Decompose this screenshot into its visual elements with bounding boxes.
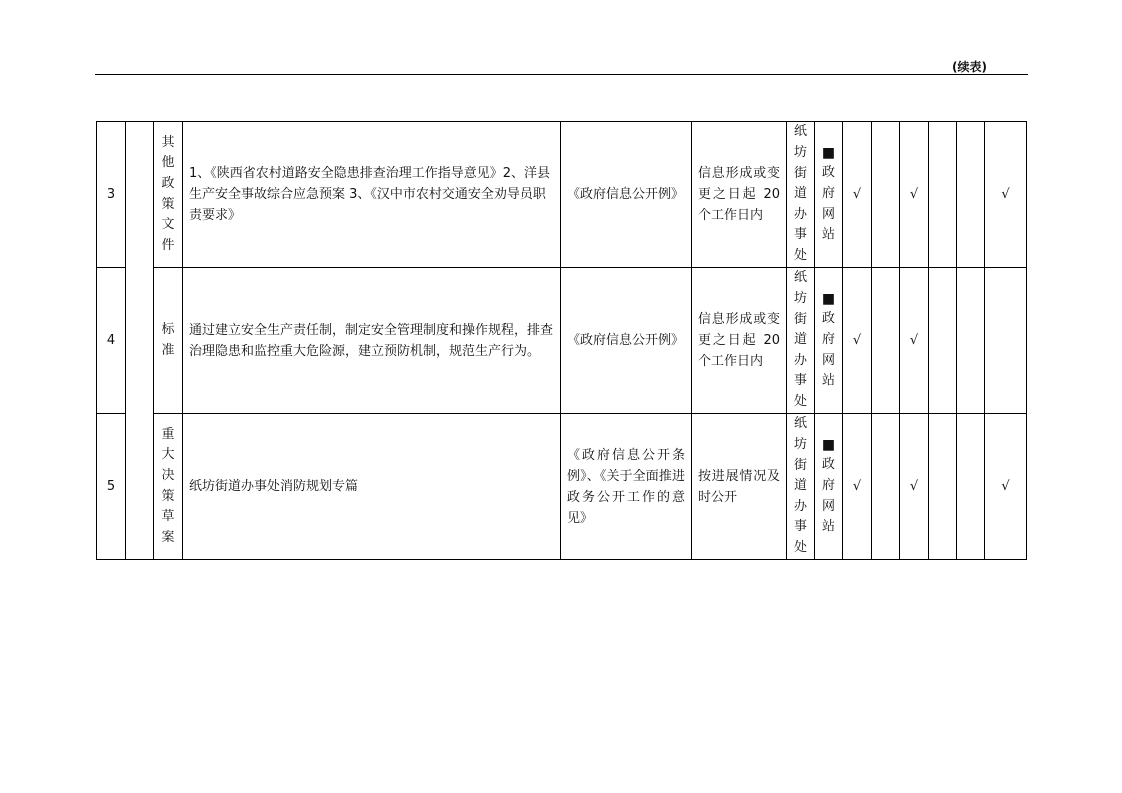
basis-cell: 《政府信息公开例》 (561, 268, 692, 414)
check-cell: √ (843, 268, 872, 414)
filled-square-icon: ■ (821, 291, 836, 308)
period-cell: 信息形成或变更之日起 20 个工作日内 (692, 122, 787, 268)
subject-text: 纸坊街道办事处 (793, 416, 807, 555)
check-cell (929, 414, 957, 560)
filled-square-icon: ■ (821, 145, 836, 162)
continuation-label: (续表) (952, 60, 987, 74)
check-cell: √ (985, 414, 1027, 560)
check-cell (957, 268, 985, 414)
category-cell (154, 268, 183, 414)
content-cell: 通过建立安全生产责任制，制定安全管理制度和操作规程，排查治理隐患和监控重大危险源，建立预防机制，规范生产行为。 (183, 268, 561, 414)
category-cell (154, 122, 183, 268)
check-cell (872, 268, 900, 414)
content-cell: 纸坊街道办事处消防规划专篇 (183, 414, 561, 560)
category-text: 标准 (161, 321, 175, 358)
subject-text: 纸坊街道办事处 (793, 270, 807, 409)
check-cell (957, 414, 985, 560)
basis-cell: 《政府信息公开条例》、《关于全面推进政务公开工作的意见》 (561, 414, 692, 560)
check-cell (957, 122, 985, 268)
header-rule (95, 74, 1028, 75)
check-cell: √ (985, 122, 1027, 268)
channel-text: 政府网站 (821, 165, 835, 243)
channel-cell (815, 122, 843, 268)
check-cell (872, 414, 900, 560)
filled-square-icon: ■ (821, 437, 836, 454)
basis-cell: 《政府信息公开例》 (561, 122, 692, 268)
subject-cell (787, 414, 815, 560)
subject-cell (787, 122, 815, 268)
period-cell: 信息形成或变更之日起 20 个工作日内 (692, 268, 787, 414)
check-cell: √ (843, 414, 872, 560)
category-text: 其他政策文件 (161, 134, 175, 253)
check-cell (985, 268, 1027, 414)
check-cell: √ (900, 414, 929, 560)
check-cell: √ (900, 268, 929, 414)
check-cell (929, 268, 957, 414)
check-cell: √ (900, 122, 929, 268)
check-cell: √ (843, 122, 872, 268)
subject-text: 纸坊街道办事处 (793, 124, 807, 263)
row-index: 5 (97, 414, 126, 560)
channel-cell (815, 268, 843, 414)
table-row (97, 414, 1027, 560)
period-cell: 按进展情况及时公开 (692, 414, 787, 560)
row-index: 3 (97, 122, 126, 268)
table-row (97, 122, 1027, 268)
channel-cell (815, 414, 843, 560)
subject-cell (787, 268, 815, 414)
check-cell (872, 122, 900, 268)
channel-text: 政府网站 (821, 311, 835, 389)
merged-category-cell (126, 122, 154, 560)
content-cell: 1、《陕西省农村道路安全隐患排查治理工作指导意见》2、洋县生产安全事故综合应急预案 3、《汉中市农村交通安全劝导员职责要求》 (183, 122, 561, 268)
disclosure-table (96, 121, 1027, 560)
channel-text: 政府网站 (821, 457, 835, 535)
table-row (97, 268, 1027, 414)
check-cell (929, 122, 957, 268)
category-cell (154, 414, 183, 560)
row-index: 4 (97, 268, 126, 414)
category-text: 重大决策草案 (161, 426, 175, 545)
